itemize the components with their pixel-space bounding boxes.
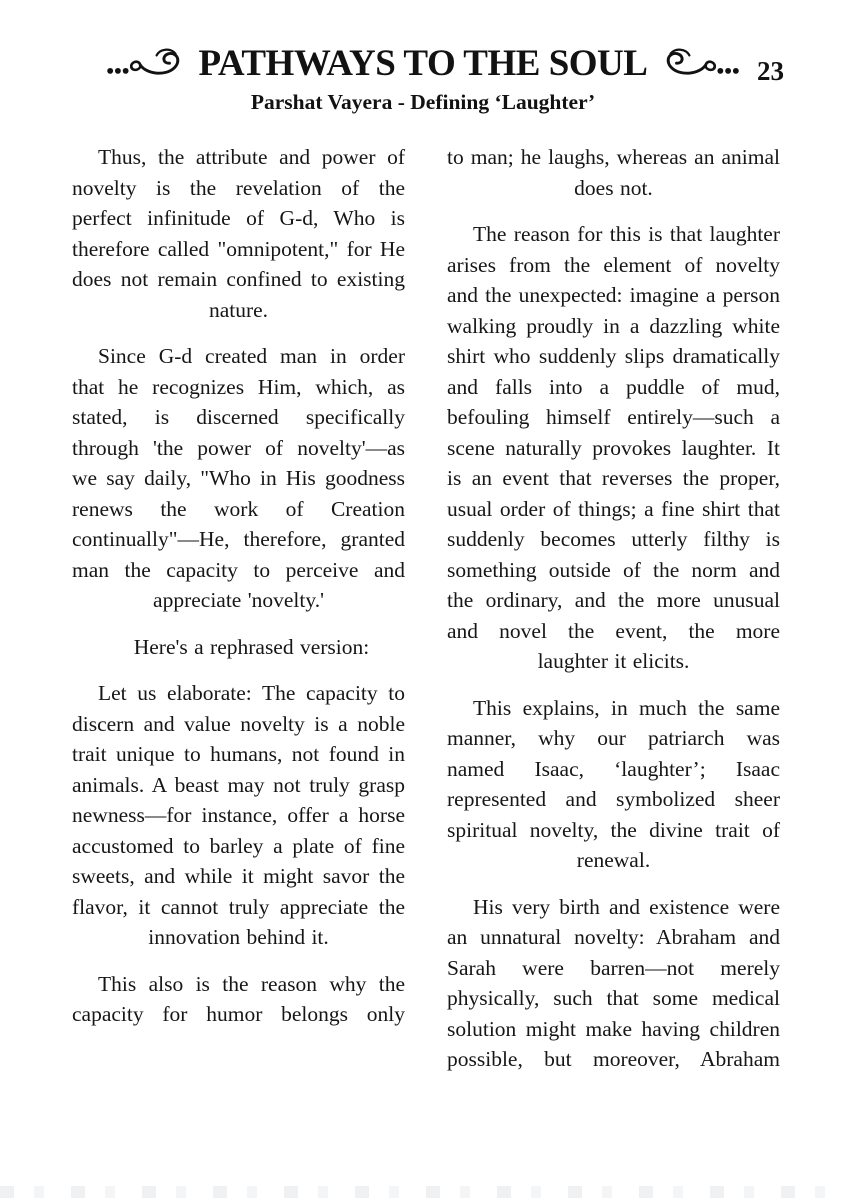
title-row bbox=[0, 42, 846, 85]
left-column bbox=[72, 142, 405, 1075]
paragraph: Here's a rephrased version: bbox=[133, 634, 370, 659]
two-column-text-body bbox=[0, 142, 846, 1075]
right-column bbox=[447, 142, 780, 1075]
paragraph: to man; he laughs, whereas an animal does not. bbox=[447, 145, 780, 200]
paragraph: Thus, the attribute and power of novelty is the revelation of the perfect infinitude of G-d, Who is therefore called "omnipotent," for He does not remain confined to existing nature. bbox=[72, 145, 405, 322]
paragraph: Since G-d created man in order that he recognizes Him, which, as stated, is discerned specifically through 'the power of novelty'—as we say daily, "Who in His goodness renews the work of Creation continually"—He, therefore, granted man the capacity to perceive and appreciate 'novelty.' bbox=[72, 344, 405, 612]
paragraph: His very birth and existence were an unnatural novelty: Abraham and Sarah were barren—not merely physically, such that some medical solution might make having children possible, but moreover, Abraham bbox=[447, 894, 780, 1071]
page-number: 23 bbox=[757, 56, 784, 86]
paragraph: This also is the reason why the capacity for humor belongs only bbox=[72, 971, 405, 1026]
paragraph: This explains, in much the same manner, why our patriarch was named Isaac, ‘laughter’; Isaac represented and symbolized sheer spiritual novelty, the divine trait of renewal. bbox=[447, 695, 780, 872]
scan-noise-strip bbox=[0, 1186, 846, 1198]
flourish-left-icon bbox=[105, 45, 191, 83]
page-subtitle: Parshat Vayera - Defining ‘Laughter’ bbox=[250, 90, 596, 114]
page-header bbox=[0, 0, 846, 115]
page-title: PATHWAYS TO THE SOUL bbox=[198, 43, 648, 84]
flourish-right-icon bbox=[655, 45, 741, 83]
paragraph: The reason for this is that laughter arises from the element of novelty and the unexpected: imagine a person walking proudly in a dazzling white shirt who suddenly slips dramatically and falls into a puddle of mud, befouling himself entirely—such a scene naturally provokes laughter. It is an event that reverses the proper, usual order of things; a fine shirt that suddenly becomes utterly filthy is something outside of the norm and the ordinary, and the more unusual and novel the event, the more laughter it elicits. bbox=[447, 222, 780, 673]
paragraph: Let us elaborate: The capacity to discern and value novelty is a noble trait unique to humans, not found in animals. A beast may not truly grasp newness—for instance, offer a horse accustomed to barley a plate of fine sweets, and while it might savor the flavor, it cannot truly appreciate the innovation behind it. bbox=[72, 681, 405, 949]
